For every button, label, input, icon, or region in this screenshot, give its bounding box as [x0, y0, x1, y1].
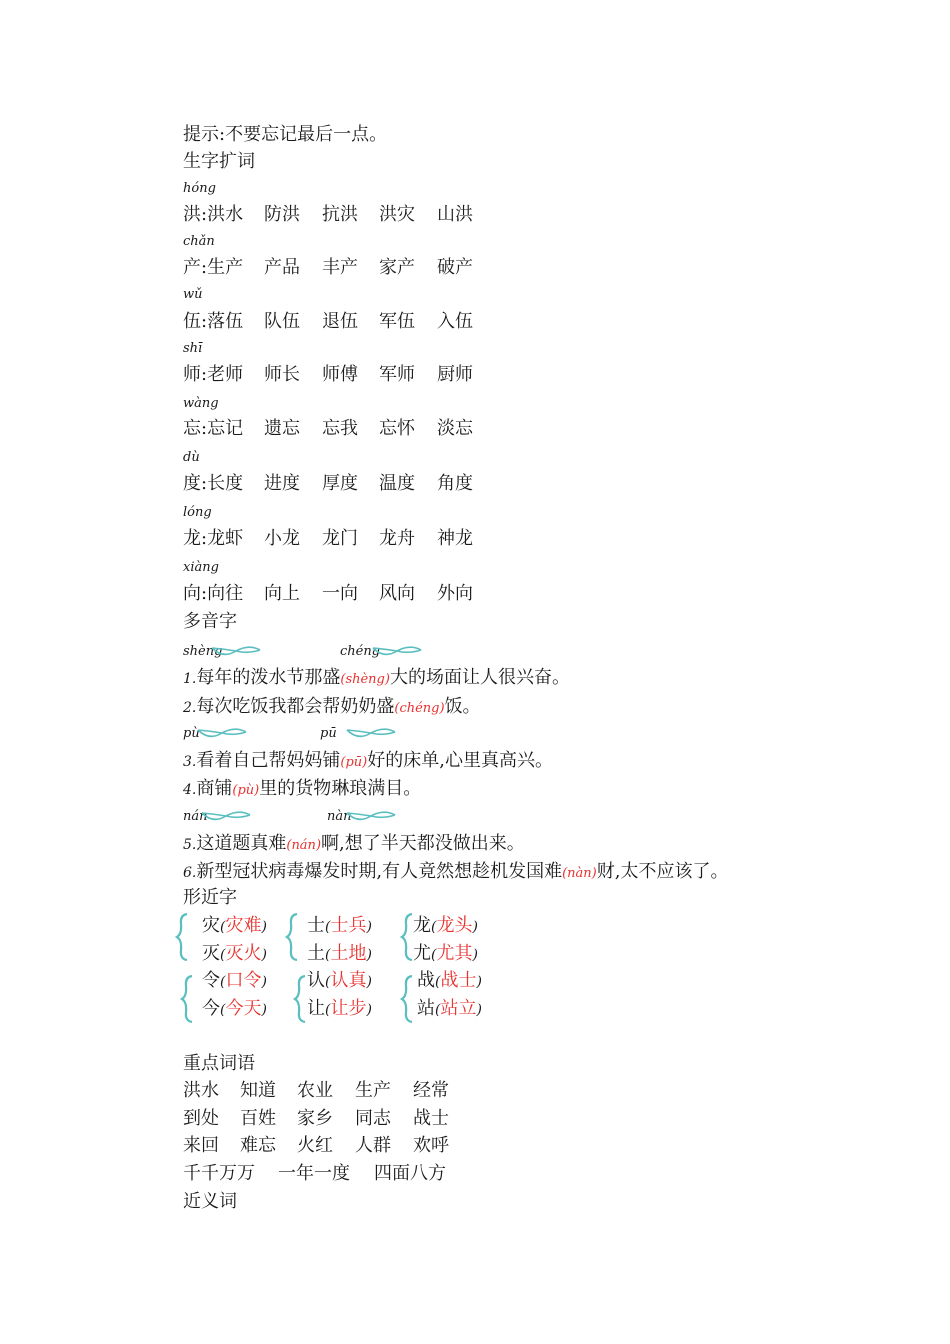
pinyin-label: lóng	[183, 505, 212, 520]
blank-wave-icon	[196, 727, 248, 741]
polyphone-pinyin: nán	[183, 809, 208, 824]
key-word: 战士	[413, 1108, 449, 1129]
paren-close: )	[439, 701, 445, 716]
paren-close: )	[254, 783, 260, 798]
similar-word: 今天	[225, 998, 262, 1019]
similar-char: 龙	[413, 915, 431, 936]
brace-icon	[400, 975, 414, 1023]
section-title-synonyms: 近义词	[183, 1191, 237, 1212]
char-word: 进度	[264, 473, 300, 494]
char-word: 产品	[264, 257, 300, 278]
sentence-number: 5.	[183, 837, 197, 853]
paren-open: (	[325, 974, 331, 990]
paren-open: (	[220, 974, 226, 990]
brace-icon	[180, 975, 194, 1023]
char-word: 师长	[264, 364, 300, 385]
similar-char: 让	[307, 998, 325, 1019]
paren-open: (	[325, 947, 331, 963]
polyphone-sentence	[183, 833, 525, 857]
paren-open: (	[340, 755, 346, 770]
char-word: 队伍	[264, 311, 300, 332]
polyphone-sentence	[183, 696, 481, 720]
char-word: 入伍	[437, 311, 473, 332]
pinyin-label: wàng	[183, 396, 219, 411]
polyphone-pinyin: chéng	[340, 644, 381, 659]
similar-word: 灾难	[225, 915, 262, 936]
paren-close: )	[315, 838, 322, 853]
key-word: 来回	[183, 1135, 219, 1156]
sentence-number: 3.	[183, 754, 197, 770]
key-word: 火红	[297, 1135, 333, 1156]
paren-close: )	[261, 974, 267, 990]
key-word: 四面八方	[374, 1163, 446, 1184]
key-word: 到处	[183, 1108, 219, 1129]
similar-entry	[307, 915, 372, 938]
polyphone-pinyin: pù	[183, 726, 200, 741]
paren-open: (	[340, 672, 346, 687]
paren-close: )	[366, 974, 372, 990]
key-word: 同志	[355, 1108, 391, 1129]
paren-open: (	[394, 701, 400, 716]
char-head-word: 产:生产	[183, 257, 244, 278]
pinyin-label: wǔ	[183, 287, 203, 302]
char-word: 角度	[437, 473, 473, 494]
polyphone-pinyin: pū	[320, 726, 337, 741]
similar-word: 口令	[225, 970, 262, 991]
char-word: 一向	[322, 583, 358, 604]
paren-open: (	[232, 783, 238, 798]
char-word: 龙门	[322, 528, 358, 549]
char-word: 退伍	[322, 311, 358, 332]
paren-open: (	[562, 866, 568, 881]
char-word: 厨师	[437, 364, 473, 385]
similar-entry	[417, 998, 482, 1021]
similar-char: 今	[202, 998, 220, 1019]
annotation-pinyin: chéng	[399, 701, 440, 716]
key-word: 洪水	[183, 1080, 219, 1101]
similar-char: 认	[307, 970, 325, 991]
paren-open: (	[431, 919, 437, 935]
section-title-polyphones: 多音字	[183, 611, 237, 632]
paren-close: )	[472, 919, 478, 935]
paren-open: (	[325, 1002, 331, 1018]
paren-open: (	[435, 1002, 441, 1018]
similar-entry	[417, 970, 482, 993]
char-head-word: 师:老师	[183, 364, 244, 385]
char-head-word: 龙:龙虾	[183, 528, 244, 549]
polyphone-sentence	[183, 750, 553, 774]
key-word: 经常	[413, 1080, 449, 1101]
paren-close: )	[261, 1002, 267, 1018]
pinyin-annotation	[340, 750, 367, 771]
similar-char: 灾	[202, 915, 220, 936]
key-word: 一年一度	[278, 1163, 350, 1184]
section-title-new-chars: 生字扩词	[183, 151, 255, 172]
paren-close: )	[261, 947, 267, 963]
similar-char: 灭	[202, 943, 220, 964]
char-word: 淡忘	[437, 418, 473, 439]
key-word: 生产	[355, 1080, 391, 1101]
brace-icon	[175, 913, 189, 961]
similar-entry	[202, 915, 267, 938]
annotation-pinyin: nán	[291, 838, 316, 853]
key-word: 农业	[297, 1080, 333, 1101]
section-title-similar: 形近字	[183, 887, 237, 908]
paren-close: )	[476, 974, 482, 990]
char-word: 温度	[379, 473, 415, 494]
sentence-number: 2.	[183, 700, 197, 716]
key-word: 知道	[240, 1080, 276, 1101]
sentence-before: 新型冠状病毒爆发时期,有人竟然想趁机发国难	[196, 861, 563, 882]
sentence-after: 好的床单,心里真高兴。	[367, 750, 553, 771]
pinyin-label: shī	[183, 341, 203, 356]
key-word: 人群	[355, 1135, 391, 1156]
paren-close: )	[366, 919, 372, 935]
paren-close: )	[366, 1002, 372, 1018]
paren-open: (	[220, 919, 226, 935]
key-word: 欢呼	[413, 1135, 449, 1156]
similar-word: 灭火	[225, 943, 262, 964]
annotation-pinyin: shèng	[345, 672, 385, 687]
paren-close: )	[261, 919, 267, 935]
similar-char: 令	[202, 970, 220, 991]
similar-word: 站立	[440, 998, 477, 1019]
paren-close: )	[362, 755, 368, 770]
key-word: 家乡	[297, 1108, 333, 1129]
char-word: 小龙	[264, 528, 300, 549]
char-word: 向上	[264, 583, 300, 604]
char-head-word: 洪:洪水	[183, 204, 244, 225]
char-word: 厚度	[322, 473, 358, 494]
char-word: 抗洪	[322, 204, 358, 225]
key-word: 难忘	[240, 1135, 276, 1156]
char-word: 家产	[379, 257, 415, 278]
similar-word: 认真	[330, 970, 367, 991]
section-title-key-words: 重点词语	[183, 1053, 255, 1074]
sentence-after: 啊,想了半天都没做出来。	[321, 833, 525, 854]
sentence-number: 4.	[183, 782, 197, 798]
paren-open: (	[220, 947, 226, 963]
similar-word: 土地	[330, 943, 367, 964]
similar-word: 尤其	[436, 943, 473, 964]
similar-char: 站	[417, 998, 435, 1019]
similar-char: 战	[417, 970, 435, 991]
paren-close: )	[384, 672, 390, 687]
char-word: 军师	[379, 364, 415, 385]
blank-wave-icon	[200, 810, 252, 824]
pinyin-annotation	[562, 861, 597, 882]
char-word: 军伍	[379, 311, 415, 332]
similar-entry	[202, 998, 267, 1021]
similar-entry	[307, 943, 372, 966]
char-word: 忘我	[322, 418, 358, 439]
similar-word: 让步	[330, 998, 367, 1019]
paren-close: )	[591, 866, 597, 881]
char-word: 龙舟	[379, 528, 415, 549]
char-head-word: 度:长度	[183, 473, 244, 494]
char-head-word: 伍:落伍	[183, 311, 244, 332]
sentence-before: 商铺	[196, 778, 233, 799]
hint-text: 提示:不要忘记最后一点。	[183, 124, 388, 145]
similar-entry	[202, 970, 267, 993]
char-word: 神龙	[437, 528, 473, 549]
sentence-after: 里的货物琳琅满目。	[259, 778, 422, 799]
pinyin-annotation	[232, 778, 259, 799]
blank-wave-icon	[210, 645, 262, 659]
paren-open: (	[431, 947, 437, 963]
similar-char: 土	[307, 943, 325, 964]
paren-open: (	[435, 974, 441, 990]
char-word: 风向	[379, 583, 415, 604]
char-word: 山洪	[437, 204, 473, 225]
paren-open: (	[220, 1002, 226, 1018]
sentence-before: 这道题真难	[196, 833, 287, 854]
annotation-pinyin: pū	[345, 755, 363, 770]
similar-entry	[413, 943, 478, 966]
similar-entry	[202, 943, 267, 966]
sentence-before: 每年的泼水节那盛	[196, 667, 341, 688]
pinyin-label: xiàng	[183, 560, 219, 575]
pinyin-label: dù	[183, 450, 200, 465]
polyphone-sentence	[183, 667, 570, 691]
similar-char: 尤	[413, 943, 431, 964]
pinyin-annotation	[394, 696, 444, 717]
similar-word: 龙头	[436, 915, 473, 936]
char-head-word: 忘:忘记	[183, 418, 244, 439]
similar-entry	[307, 970, 372, 993]
similar-entry	[307, 998, 372, 1021]
polyphone-pinyin: shèng	[183, 644, 223, 659]
sentence-before: 看着自己帮妈妈铺	[196, 750, 341, 771]
key-word: 百姓	[240, 1108, 276, 1129]
paren-close: )	[366, 947, 372, 963]
brace-icon	[400, 913, 414, 961]
similar-word: 士兵	[330, 915, 367, 936]
paren-close: )	[476, 1002, 482, 1018]
sentence-before: 每次吃饭我都会帮奶奶盛	[196, 696, 395, 717]
brace-icon	[293, 975, 307, 1023]
blank-wave-icon	[345, 727, 397, 741]
pinyin-annotation	[340, 667, 390, 688]
polyphone-pinyin: nàn	[327, 809, 352, 824]
sentence-number: 1.	[183, 671, 197, 687]
brace-icon	[285, 913, 299, 961]
annotation-pinyin: pù	[237, 783, 255, 798]
char-word: 师傅	[322, 364, 358, 385]
paren-open: (	[286, 838, 292, 853]
key-word: 千千万万	[183, 1163, 255, 1184]
paren-open: (	[325, 919, 331, 935]
similar-char: 士	[307, 915, 325, 936]
blank-wave-icon	[345, 810, 397, 824]
blank-wave-icon	[371, 645, 423, 659]
sentence-after: 财,太不应该了。	[596, 861, 729, 882]
pinyin-label: chǎn	[183, 234, 215, 249]
sentence-number: 6.	[183, 865, 197, 881]
char-word: 防洪	[264, 204, 300, 225]
similar-entry	[413, 915, 478, 938]
paren-close: )	[472, 947, 478, 963]
char-word: 忘怀	[379, 418, 415, 439]
pinyin-annotation	[286, 833, 321, 854]
sentence-after: 饭。	[444, 696, 481, 717]
similar-word: 战士	[440, 970, 477, 991]
polyphone-sentence	[183, 861, 728, 885]
char-head-word: 向:向往	[183, 583, 244, 604]
annotation-pinyin: nàn	[567, 866, 592, 881]
char-word: 丰产	[322, 257, 358, 278]
char-word: 外向	[437, 583, 473, 604]
char-word: 破产	[437, 257, 473, 278]
sentence-after: 大的场面让人很兴奋。	[389, 667, 570, 688]
char-word: 洪灾	[379, 204, 415, 225]
char-word: 遗忘	[264, 418, 300, 439]
polyphone-sentence	[183, 778, 421, 802]
pinyin-label: hóng	[183, 181, 216, 196]
